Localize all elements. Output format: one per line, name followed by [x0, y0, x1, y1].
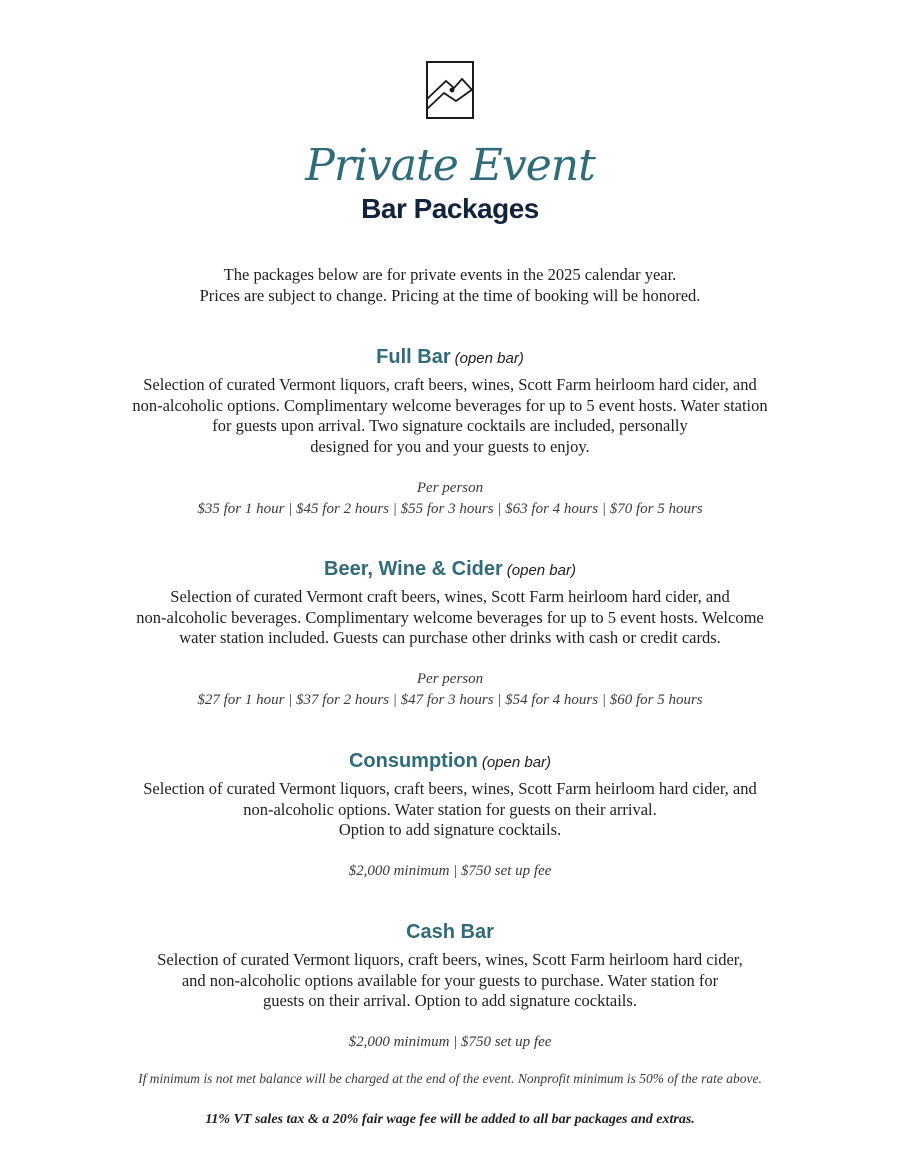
- section-name: Beer, Wine & Cider: [324, 558, 503, 580]
- section-cash-bar: [0, 918, 900, 1053]
- section-name: Consumption: [348, 750, 478, 772]
- description-line: non-alcoholic beverages. Complimentary welcome beverages for up to 5 event hosts. Welcome: [136, 607, 764, 627]
- section-heading: [0, 747, 900, 775]
- section-note: (open bar): [481, 754, 552, 771]
- description-line: Option to add signature cocktails.: [338, 820, 562, 840]
- price-label: Per person: [416, 479, 484, 496]
- intro-text: [0, 264, 900, 306]
- section-description: [0, 375, 900, 458]
- description-line: non-alcoholic options. Complimentary welcome beverages for up to 5 event hosts. Water station: [132, 395, 768, 415]
- intro-line: The packages below are for private events in the 2025 calendar year.: [223, 265, 677, 284]
- section-heading: [0, 555, 900, 583]
- section-description: [0, 587, 900, 649]
- intro-line: Prices are subject to change. Pricing at the time of booking will be honored.: [199, 286, 701, 305]
- section-heading: [0, 918, 900, 946]
- section-note: (open bar): [454, 350, 524, 367]
- description-line: guests on their arrival. Option to add signature cocktails.: [263, 991, 637, 1011]
- description-line: Selection of curated Vermont liquors, craft beers, wines, Scott Farm heirloom hard cider, and: [143, 779, 757, 798]
- section-heading: [0, 343, 900, 371]
- description-line: Selection of curated Vermont liquors, craft beers, wines, Scott Farm heirloom hard cider,: [157, 950, 743, 969]
- description-line: non-alcoholic options. Water station for guests on their arrival.: [243, 799, 657, 819]
- script-title: Private Event: [305, 140, 595, 191]
- price-list: $2,000 minimum | $750 set up fee: [348, 1034, 552, 1051]
- description-line: water station included. Guests can purchase other drinks with cash or credit cards.: [179, 628, 721, 648]
- description-line: Selection of curated Vermont liquors, craft beers, wines, Scott Farm heirloom hard cider, and: [143, 375, 757, 394]
- section-name: Cash Bar: [406, 921, 494, 943]
- section-description: [0, 950, 900, 1012]
- section-full-bar: [0, 343, 900, 520]
- page-title: Bar Packages: [361, 193, 539, 224]
- section-consumption: [0, 747, 900, 882]
- mountain-logo-icon: [426, 61, 474, 119]
- section-name: Full Bar: [376, 346, 451, 368]
- description-line: Selection of curated Vermont craft beers, wines, Scott Farm heirloom hard cider, and: [170, 587, 730, 606]
- tax-note: 11% VT sales tax & a 20% fair wage fee will be added to all bar packages and extras.: [205, 1112, 695, 1127]
- description-line: for guests upon arrival. Two signature cocktails are included, personally: [212, 416, 688, 436]
- section-note: (open bar): [506, 562, 576, 579]
- minimum-footnote: If minimum is not met balance will be charged at the end of the event. Nonprofit minimum is 50% of the rate above.: [138, 1071, 762, 1086]
- section-description: [0, 779, 900, 841]
- description-line: designed for you and your guests to enjoy.: [310, 437, 590, 457]
- description-line: and non-alcoholic options available for your guests to purchase. Water station for: [181, 970, 719, 990]
- price-list: $27 for 1 hour | $37 for 2 hours | $47 for 3 hours | $54 for 4 hours | $60 for 5 hours: [197, 692, 703, 709]
- price-label: Per person: [416, 671, 484, 688]
- price-list: $2,000 minimum | $750 set up fee: [348, 863, 552, 880]
- price-list: $35 for 1 hour | $45 for 2 hours | $55 for 3 hours | $63 for 4 hours | $70 for 5 hours: [197, 500, 703, 517]
- section-beer-wine-cider: [0, 555, 900, 711]
